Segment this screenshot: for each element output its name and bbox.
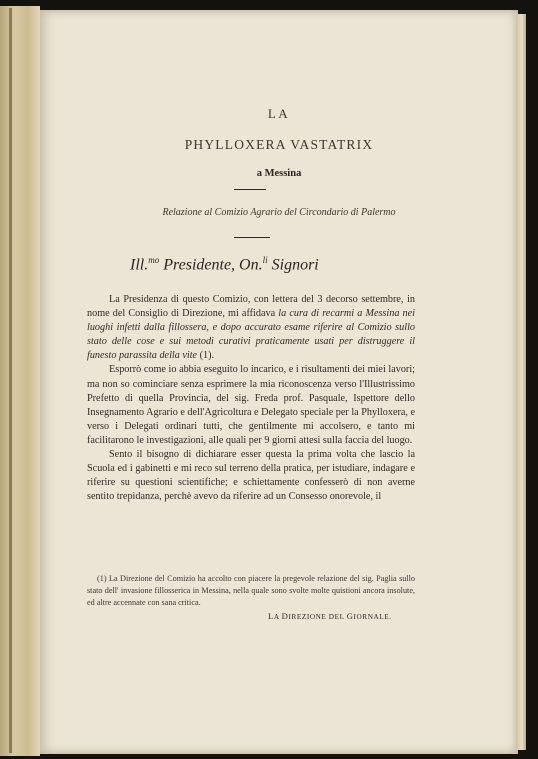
binding-strip [9, 8, 12, 753]
footnote [87, 573, 415, 609]
title-divider [234, 189, 266, 190]
sig-cap1: L [268, 611, 274, 621]
salutation-part3: Signori [267, 256, 319, 274]
salutation-sup1: mo [148, 255, 160, 265]
salutation-part1: Ill. [130, 256, 149, 274]
paragraph-1-italic: la cura di recarmi a Messina nei luoghi infetti dalla fillossera, e dopo accurato esame riferire al Comizio sullo stato delle cose e sui metodi curativi praticamente usati per distruggere il funesto parassita della vite [87, 308, 415, 362]
salutation-sup2: li [262, 255, 268, 265]
report-caption: Relazione al Comizio Agrario del Circondario di Palermo [162, 207, 396, 218]
page-edge [516, 14, 526, 750]
book-binding [0, 6, 40, 756]
paragraph-1 [87, 293, 415, 363]
sig-rest1: A [273, 613, 282, 621]
footnote-text: (1) La Direzione del Comizio ha accolto con piacere la pregevole relazione del sig. Paglia sullo stato dell' invasione fillosserica in Messina, nella quale sono svolte molte quistioni ancora insolute, ed altre accennate con sana critica. [87, 574, 415, 607]
sig-rest3: IORNALE. [353, 613, 392, 621]
sig-cap2: D [281, 611, 289, 621]
body-text [87, 293, 415, 504]
paragraph-1-end: (1). [197, 350, 215, 362]
paragraph-2: Esporrò come io abbia eseguito lo incarico, e i risultamenti dei miei lavori; ma non so cominciare senza esprimere la mia riconoscenza verso l'Illustrissimo Prefetto di quella Provincia, del sig. Freda prof. Pasquale, Ispettore dello Insegnamento Agrario e dell'Agricoltura e Delegato speciale per la Phylloxera, e verso i Delegati ordinari tutti, che gentilmente mi accolsero, e tanto mi facilitarono le investigazioni, alle quali per 9 giorni attesi sulla faccia del luogo. [87, 364, 415, 446]
page-title: PHYLLOXERA VASTATRIX [184, 137, 374, 152]
paragraph-1-start: La Presidenza di questo Comizio, con lettera del 3 decorso settembre, in nome del Consiglio di Direzione, mi affidava [87, 294, 415, 320]
signature [268, 611, 392, 621]
sig-cap3: G [346, 611, 354, 621]
sig-rest2: IREZIONE DEL [288, 613, 347, 621]
salutation [130, 255, 319, 274]
caption-divider [234, 237, 270, 238]
salutation-part2: Presidente, On. [159, 256, 263, 274]
title-article: LA [267, 106, 291, 121]
page-subtitle: a Messina [256, 168, 302, 179]
paragraph-3: Sento il bisogno di dichiarare esser questa la prima volta che lascio la Scuola ed i gabinetti e mi reco sul terreno della pratica, per istudiare, indagare e riferire su questioni scientifiche; e schiettamente confesserò di non averne sentito trepidanza, perchè avevo da riferire ad un Consesso onorevole, il [87, 449, 415, 503]
